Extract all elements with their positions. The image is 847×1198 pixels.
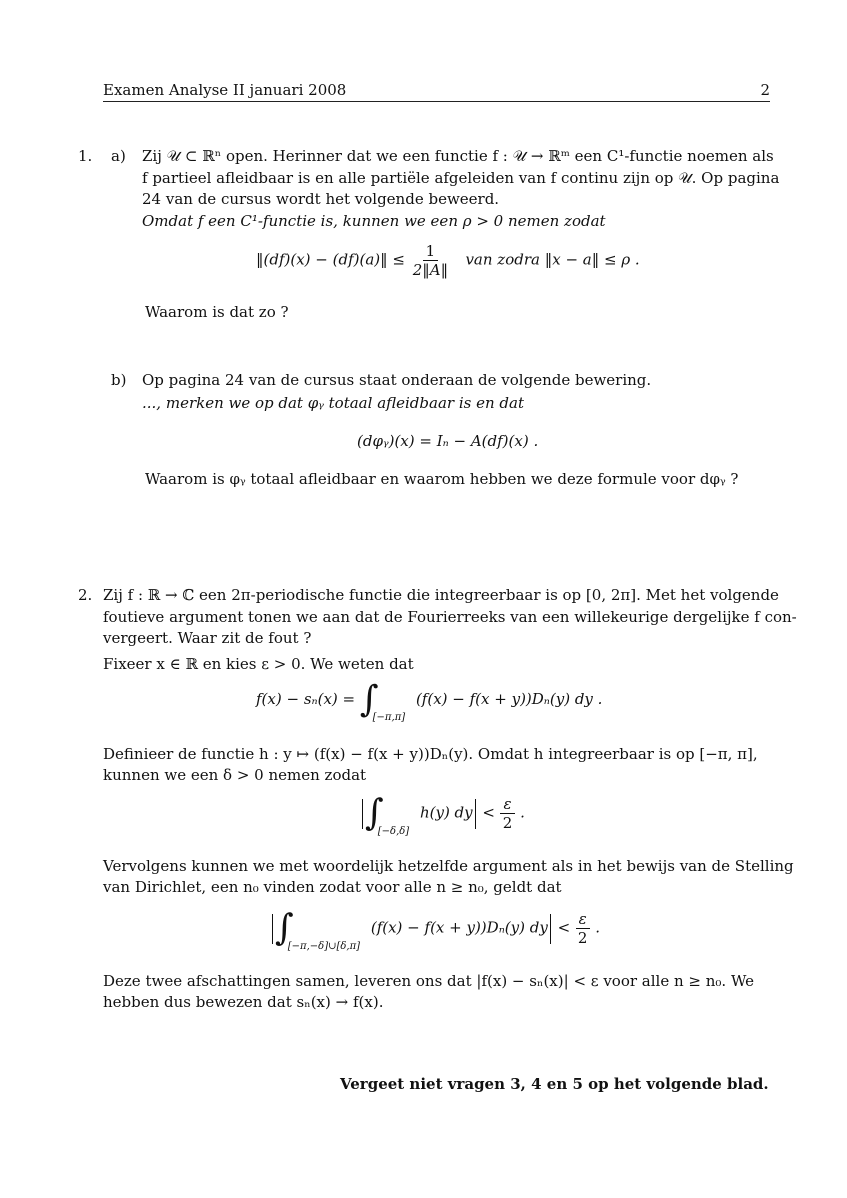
exam-title: Examen Analyse II januari 2008 bbox=[103, 81, 347, 99]
abs-bar-right bbox=[475, 799, 476, 829]
header-rule bbox=[103, 101, 770, 102]
q2-equation-3: $\int_{[-\pi,-\delta]\cup[\delta,\pi]}$ (f(x) − f(x + y))Dₙ(y) dy < $\frac{\varepsilon}{2}$ . bbox=[270, 910, 600, 947]
footer-note: Vergeet niet vragen 3, 4 en 5 op het volgende blad. bbox=[340, 1075, 769, 1093]
q1a-claim: Omdat f een C¹-functie is, kunnen we een ρ > 0 nemen zodat bbox=[142, 212, 606, 230]
q2-equation-2: $\int_{[-\delta,\delta]}$ h(y) dy < $\frac{\varepsilon}{2}$ . bbox=[360, 795, 525, 832]
q2-def-line-1: Definieer de functie h : y ↦ (f(x) − f(x + y))Dₙ(y). Omdat h integreerbaar is op [−π, π], bbox=[103, 745, 758, 763]
integral-sign: ∫ bbox=[275, 907, 294, 949]
q1a-eq-rhs: van zodra ‖x − a‖ ≤ ρ . bbox=[465, 250, 640, 269]
q2-cont-line-1: Vervolgens kunnen we met woordelijk hetzelfde argument als in het bewijs van de Stelling bbox=[103, 857, 794, 875]
q2-eq3-fraction bbox=[575, 910, 591, 947]
integral-sign: ∫ bbox=[359, 679, 379, 720]
q2-conclusion-line-2: hebben dus bewezen dat sₙ(x) → f(x). bbox=[103, 993, 384, 1011]
question-1b-label: b) bbox=[111, 371, 127, 389]
q2-eq1-domain: [−π,π] bbox=[372, 712, 406, 723]
q1b-equation: (dφᵧ)(x) = Iₙ − A(df)(x) . bbox=[357, 432, 539, 450]
question-1-number: 1. bbox=[78, 147, 93, 165]
q2-cont-line-2: van Dirichlet, een n₀ vinden zodat voor alle n ≥ n₀, geldt dat bbox=[103, 878, 562, 896]
q2-text-line-2: foutieve argument tonen we aan dat de Fourierreeks van een willekeurige dergelijke f con- bbox=[103, 608, 797, 626]
q2-eq2-body: h(y) dy bbox=[419, 803, 473, 822]
q2-eq1-rhs: (f(x) − f(x + y))Dₙ(y) dy . bbox=[415, 690, 603, 708]
abs-bar-left bbox=[362, 799, 363, 829]
page-number: 2 bbox=[760, 81, 770, 99]
abs-bar-right bbox=[550, 914, 551, 944]
q1a-text-line-1: Zij 𝒰 ⊂ ℝⁿ open. Herinner dat we een functie f : 𝒰 → ℝᵐ een C¹-functie noemen als bbox=[142, 147, 774, 165]
q2-def-line-2: kunnen we een δ > 0 nemen zodat bbox=[103, 766, 367, 784]
q1b-question: Waarom is φᵧ totaal afleidbaar en waarom hebben we deze formule voor dφᵧ ? bbox=[145, 470, 739, 488]
q2-eq3-numerator: ε bbox=[576, 910, 590, 929]
q2-eq2-denominator: 2 bbox=[502, 814, 513, 832]
q2-eq2-domain: [−δ,δ] bbox=[377, 825, 410, 837]
integral-sign: ∫ bbox=[365, 792, 384, 834]
q2-text-line-3: vergeert. Waar zit de fout ? bbox=[103, 629, 312, 647]
abs-bar-left bbox=[272, 914, 273, 944]
q2-eq3-denominator: 2 bbox=[577, 929, 588, 947]
q1b-claim: ..., merken we op dat φᵧ totaal afleidbaar is en dat bbox=[142, 394, 524, 412]
q1b-text-line-1: Op pagina 24 van de cursus staat onderaan de volgende bewering. bbox=[142, 371, 652, 389]
page-header bbox=[103, 80, 770, 101]
question-2-number: 2. bbox=[78, 586, 93, 604]
q2-fix-line: Fixeer x ∈ ℝ en kies ε > 0. We weten dat bbox=[103, 655, 414, 673]
q2-eq3-domain: [−π,−δ]∪[δ,π] bbox=[287, 940, 361, 952]
q1a-question: Waarom is dat zo ? bbox=[145, 303, 289, 321]
q1a-text-line-3: 24 van de cursus wordt het volgende beweerd. bbox=[142, 190, 500, 208]
q1a-eq-lhs: ‖(df)(x) − (df)(a)‖ ≤ bbox=[256, 250, 405, 269]
q1a-eq-numerator: 1 bbox=[423, 242, 439, 261]
q2-text-line-1: Zij f : ℝ → ℂ een 2π-periodische functie die integreerbaar is op [0, 2π]. Met het volgende bbox=[103, 586, 779, 604]
q2-eq1-lhs: f(x) − sₙ(x) = bbox=[256, 690, 356, 708]
q2-eq3-body: (f(x) − f(x + y))Dₙ(y) dy bbox=[370, 918, 548, 937]
q1a-eq-denominator: 2‖A‖ bbox=[412, 261, 449, 279]
q1a-equation bbox=[256, 242, 640, 279]
question-1a-label: a) bbox=[111, 147, 126, 165]
q1a-eq-fraction bbox=[410, 242, 451, 279]
q2-eq2-fraction bbox=[500, 795, 516, 832]
q2-equation-1 bbox=[256, 679, 603, 723]
q1a-text-line-2: f partieel afleidbaar is en alle partiële afgeleiden van f continu zijn op 𝒰. Op pagina bbox=[142, 169, 780, 187]
q2-eq2-numerator: ε bbox=[500, 795, 514, 814]
q2-conclusion-line-1: Deze twee afschattingen samen, leveren ons dat |f(x) − sₙ(x)| < ε voor alle n ≥ n₀. We bbox=[103, 972, 755, 990]
